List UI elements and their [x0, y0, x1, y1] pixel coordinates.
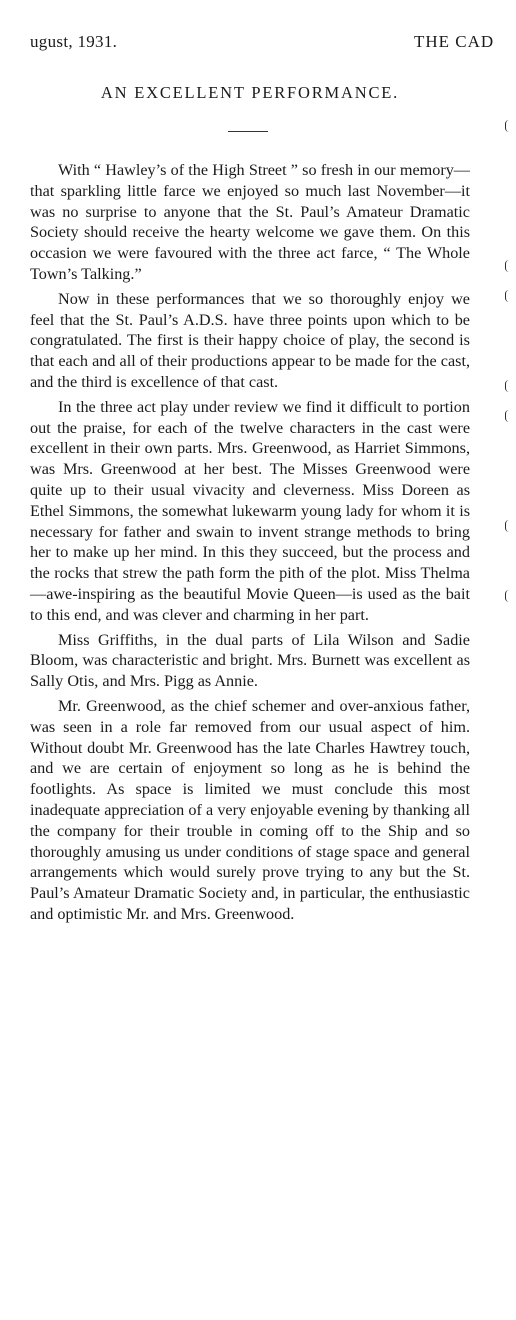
- column-edge-mark: [505, 290, 512, 302]
- column-edge-mark: [505, 590, 512, 602]
- column-edge-mark: [505, 120, 512, 132]
- article-paragraph: Miss Griffiths, in the dual parts of Lila Wilson and Sadie Bloom, was characteristic and bright. Mrs. Burnett was excellent as Sally Otis, and Mrs. Pigg as Annie.: [30, 630, 470, 691]
- column-edge-mark: [505, 410, 512, 422]
- column-edge-mark: [505, 260, 512, 272]
- article-body: [30, 160, 470, 925]
- article-paragraph: In the three act play under review we find it difficult to portion out the praise, for each of the twelve characters in the cast were excellent in their own parts. Mrs. Greenwood, as Harriet Simmons, was Mrs. Greenwood at her best. The Misses Greenwood were quite up to their usual vivacity and cleverness. Miss Doreen as Ethel Simmons, the somewhat lukewarm young lady for whom it is necessary for father and swain to invent strange methods to bring her to make up her mind. In this they succeed, but the process and the rocks that strew the path form the pith of the plot. Miss Thelma—awe-inspiring as the beautiful Movie Queen—is used as the bait to this end, and was clever and charming in her part.: [30, 397, 470, 624]
- column-edge-mark: [505, 380, 512, 392]
- publication-name: THE CAD: [414, 32, 495, 51]
- title-divider: [228, 131, 268, 132]
- article-paragraph: With “ Hawley’s of the High Street ” so fresh in our memory—that sparkling little farce we enjoyed so much last November—it was no surprise to anyone that the St. Paul’s Amateur Dramatic Society should receive the hearty welcome we gave them. On this occasion we were favoured with the three act farce, “ The Whole Town’s Talking.”: [30, 161, 470, 283]
- issue-date: ugust, 1931.: [30, 32, 118, 51]
- adjacent-column-edge: [505, 110, 516, 670]
- article-paragraph: Mr. Greenwood, as the chief schemer and over-anxious father, was seen in a role far removed from our usual aspect of him. Without doubt Mr. Greenwood has the late Charles Hawtrey touch, and we are certain of enjoyment so long as he is behind the footlights. As space is limited we must conclude this most inadequate appreciation of a very enjoyable evening by thanking all the company for their trouble in coming off to the Ship and so thoroughly amusing us under conditions of stage space and general arrangements which would surely prove trying to any but the St. Paul’s Amateur Dramatic Society and, in particular, the enthusiastic and optimistic Mr. and Mrs. Greenwood.: [30, 696, 470, 923]
- page-header: [30, 32, 516, 56]
- column-edge-mark: [505, 520, 512, 532]
- article-title: AN EXCELLENT PERFORMANCE.: [100, 83, 400, 102]
- article-paragraph: Now in these performances that we so thoroughly enjoy we feel that the St. Paul’s A.D.S. have three points upon which to be congratulated. The first is their happy choice of play, the second is that each and all of their productions appear to be made for the cast, and the third is excellence of that cast.: [30, 289, 470, 391]
